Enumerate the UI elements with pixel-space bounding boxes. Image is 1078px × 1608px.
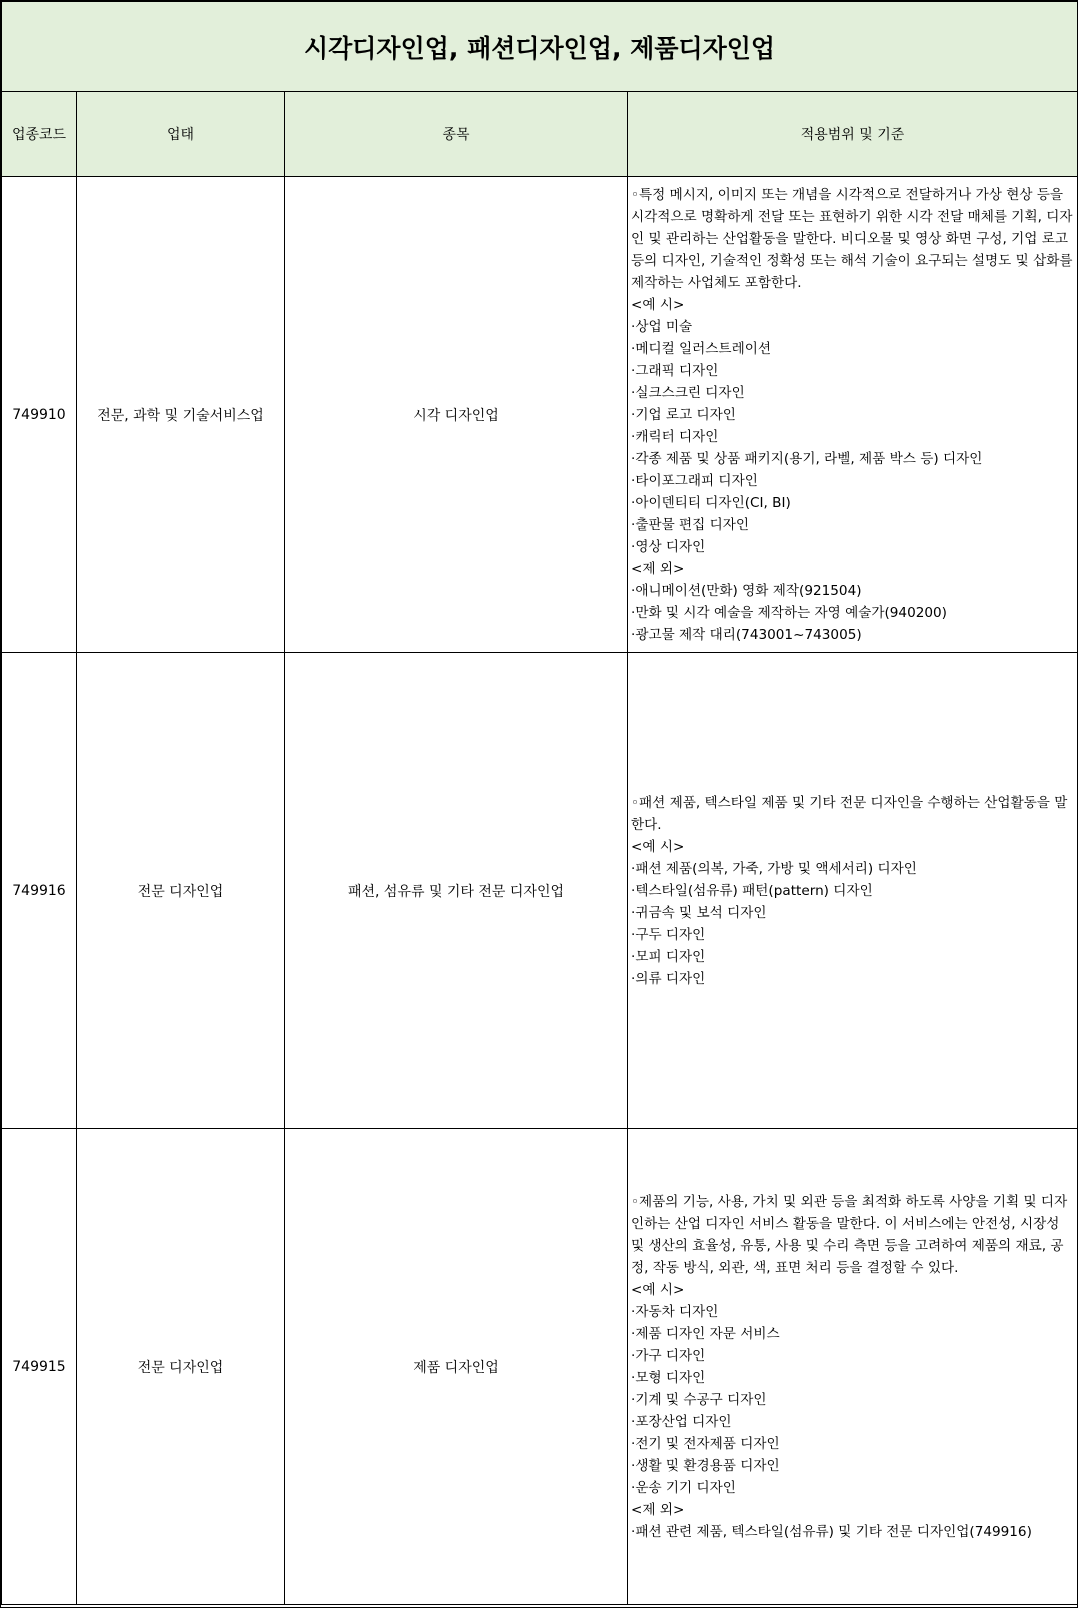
row-code: 749916 [2,653,77,1129]
scope-line: ·상업 미술 [631,318,693,335]
row-type: 전문 디자인업 [77,653,285,1129]
scope-line: <예 시> [631,1281,685,1298]
scope-line: ·출판물 편집 디자인 [631,516,750,533]
header-row [2,92,1078,177]
row-scope [628,1129,1078,1605]
scope-line: ·캐릭터 디자인 [631,428,719,445]
scope-line: ·기계 및 수공구 디자인 [631,1391,767,1408]
scope-line: ·기업 로고 디자인 [631,406,736,423]
table-title: 시각디자인업, 패션디자인업, 제품디자인업 [2,2,1078,92]
scope-line: ·광고물 제작 대리(743001~743005) [631,626,862,643]
scope-line: ·가구 디자인 [631,1347,706,1364]
table-row [2,1129,1078,1605]
scope-line: ·그래픽 디자인 [631,362,719,379]
scope-line: ·귀금속 및 보석 디자인 [631,904,767,921]
row-scope [628,653,1078,1129]
scope-line: ·모형 디자인 [631,1369,706,1386]
scope-line: ·영상 디자인 [631,538,706,555]
scope-line: ·아이덴티티 디자인(CI, BI) [631,494,791,511]
row-code: 749910 [2,177,77,653]
industry-table [1,1,1078,1605]
scope-description: ◦패션 제품, 텍스타일 제품 및 기타 전문 디자인을 수행하는 산업활동을 말한다. [631,794,1068,833]
scope-line: ·만화 및 시각 예술을 제작하는 자영 예술가(940200) [631,604,947,621]
row-code: 749915 [2,1129,77,1605]
scope-description: ◦특정 메시지, 이미지 또는 개념을 시각적으로 전달하거나 가상 현상 등을 시각적으로 명확하게 전달 또는 표현하기 위한 시각 전달 매체를 기획, 디자인 및 관리하는 산업활동을 말한다. 비디오물 및 영상 화면 구성, 기업 로고 등의 디자인, 기술적인 정확성 또는 해석 기술이 요구되는 설명도 및 삽화를 제작하는 사업체도 포함한다. [631,186,1073,291]
scope-line: <제 외> [631,1501,685,1518]
scope-line: ·모피 디자인 [631,948,706,965]
header-scope: 적용범위 및 기준 [628,92,1078,177]
scope-line: ·실크스크린 디자인 [631,384,745,401]
scope-line: ·패션 관련 제품, 텍스타일(섬유류) 및 기타 전문 디자인업(749916) [631,1523,1032,1540]
header-item: 종목 [285,92,628,177]
scope-line: ·운송 기기 디자인 [631,1479,736,1496]
scope-line: ·메디컬 일러스트레이션 [631,340,771,357]
scope-line: <제 외> [631,560,685,577]
scope-line: ·생활 및 환경용품 디자인 [631,1457,780,1474]
scope-line: ·애니메이션(만화) 영화 제작(921504) [631,582,862,599]
row-scope [628,177,1078,653]
row-item: 패션, 섬유류 및 기타 전문 디자인업 [285,653,628,1129]
scope-line: <예 시> [631,838,685,855]
row-item: 시각 디자인업 [285,177,628,653]
table-row [2,653,1078,1129]
scope-description: ◦제품의 기능, 사용, 가치 및 외관 등을 최적화 하도록 사양을 기획 및 디자인하는 산업 디자인 서비스 활동을 말한다. 이 서비스에는 안전성, 시장성 및 생산의 효율성, 유통, 사용 및 수리 측면 등을 고려하여 제품의 재료, 공정, 작동 방식, 외관, 색, 표면 처리 등을 결정할 수 있다. [631,1193,1068,1276]
scope-line: ·구두 디자인 [631,926,706,943]
row-type: 전문 디자인업 [77,1129,285,1605]
row-item: 제품 디자인업 [285,1129,628,1605]
scope-line: ·제품 디자인 자문 서비스 [631,1325,780,1342]
scope-line: ·포장산업 디자인 [631,1413,732,1430]
scope-line: ·의류 디자인 [631,970,706,987]
scope-line: ·패션 제품(의복, 가죽, 가방 및 액세서리) 디자인 [631,860,917,877]
row-type: 전문, 과학 및 기술서비스업 [77,177,285,653]
header-type: 업태 [77,92,285,177]
scope-line: ·전기 및 전자제품 디자인 [631,1435,780,1452]
header-code: 업종코드 [2,92,77,177]
scope-line: ·각종 제품 및 상품 패키지(용기, 라벨, 제품 박스 등) 디자인 [631,450,983,467]
scope-line: <예 시> [631,296,685,313]
table-row [2,177,1078,653]
scope-line: ·타이포그래피 디자인 [631,472,758,489]
scope-line: ·텍스타일(섬유류) 패턴(pattern) 디자인 [631,882,873,899]
scope-line: ·자동차 디자인 [631,1303,719,1320]
